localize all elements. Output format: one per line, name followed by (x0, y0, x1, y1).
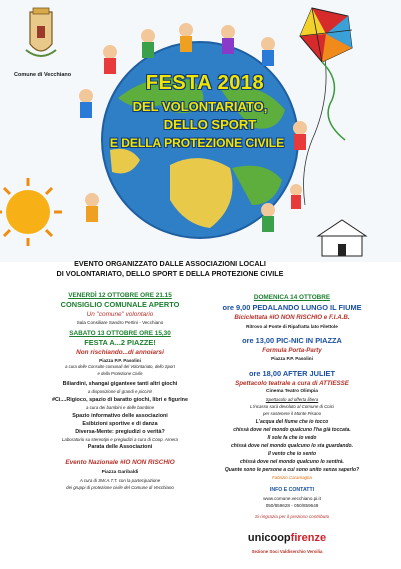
sponsor-section-text: Sezione Soci Valdiserchio Versilia (251, 549, 323, 554)
saturday-organizer-2: e della Protezione Civile (97, 371, 143, 376)
saturday-subtitle: Non rischiando...di annoiarsi (76, 349, 164, 356)
friday-venue: Sala Consiliare Sandro Pertini - Vecchiano (76, 320, 164, 325)
unicoop-brand-a: unicoop (247, 532, 291, 544)
title-line-2: DELLO SPORT (163, 117, 257, 132)
unicoop-brand-b: firenze (290, 532, 327, 544)
picnic-venue: Piazza P.P. Pasolini (271, 356, 313, 361)
poster-title: FESTA 2018 (145, 72, 265, 94)
games-note: a disposizione di grandi e piccini! (87, 389, 153, 394)
left-column (20, 291, 220, 491)
saturday-venue: Piazza P.P. Pasolini (99, 358, 141, 363)
poem-line-7: Quante sono le persone a cui sono unito senza saperlo? (224, 467, 360, 473)
national-venue: Piazza Garibaldi (101, 470, 139, 475)
diversity-note: Laboratorio su stereotipi e pregiudizi a cura di Coop. Arnera (61, 437, 178, 442)
title-line-3: E DELLA PROTEZIONE CIVILE (109, 136, 285, 150)
pedal-title: ore 9,00 PEDALANDO LUNGO IL FIUME (222, 303, 362, 312)
parade-title: Parata delle Associazioni (87, 444, 153, 450)
diversity-title: Diversa-Mente: pregiudizi o verità? (75, 429, 165, 435)
national-note-1: A cura di SW.A.T.T. con la partecipazione (79, 478, 161, 483)
swap-title: #Ci....Rigioco, spazio di baratto giochi, libri e figurine (52, 397, 188, 403)
national-event: Evento Nazionale #IO NON RISCHIO (65, 459, 175, 466)
contacts-title: INFO E CONTATTI (269, 487, 315, 493)
poem-line-6: chissà dove nel mondo qualcuno lo sentirà. (240, 459, 344, 465)
unicoop-logo (232, 532, 342, 544)
pedal-meet: Ritrovo al Ponte di Ripafratta lato Filettole (246, 324, 338, 329)
title-line-1: DEL VOLONTARIATO, (132, 99, 268, 114)
dance-title: Esibizioni sportive e di danza (82, 421, 158, 427)
swap-note: a cura dei bambini e delle bambine (85, 405, 155, 410)
juliet-title: ore 18,00 AFTER JULIET (249, 369, 335, 378)
pedal-subtitle: Biciclettata #IO NON RISCHIO e F.I.A.B. (234, 314, 350, 321)
juliet-subtitle: Spettacolo teatrale a cura di ATTIESSE (235, 380, 349, 387)
picnic-subtitle: Formula Porta-Party (262, 347, 322, 354)
friday-title: CONSIGLIO COMUNALE APERTO (60, 300, 180, 309)
picnic-title: ore 13,00 PIC-NIC IN PIAZZA (242, 336, 342, 345)
contacts-phone: 050/859628 - 050/859649 (265, 503, 319, 508)
sponsor-section (232, 548, 342, 555)
cinema-venue: Cinema Teatro Olimpia (266, 389, 318, 394)
sunday-date: DOMENICA 14 OTTOBRE (253, 294, 331, 301)
intro-line-2: DI VOLONTARIATO, DELLO SPORT E DELLA PROTEZIONE CIVILE (56, 269, 284, 278)
intro-text (40, 259, 300, 279)
national-note-2: dei gruppi di protezione civile del Comune di Vecchiano (66, 485, 174, 490)
poem-line-3: Il sole fa che io vedo (267, 435, 317, 441)
saturday-date: SABATO 13 OTTOBRE ORE 15,30 (69, 330, 171, 337)
collect-note-1: L'incasso sarà devoluto al Comune di Coici (250, 404, 334, 409)
friday-subtitle: Un "comune" volontario (86, 311, 154, 318)
poem-line-4: chissà dove nel mondo qualcuno lo sta guardando. (231, 443, 353, 449)
saturday-title: FESTA A...2 PIAZZE! (84, 338, 156, 347)
poem-line-1: L'acqua del fiume che io tocco (255, 419, 329, 425)
sponsor-note: Si ringrazia per il prezioso contributo (254, 514, 330, 519)
friday-date: VENERDÌ 12 OTTOBRE ORE 21.15 (68, 292, 172, 299)
info-space: Spazio informativo delle associazioni (72, 413, 168, 419)
poem-author: Fabrizio Caramagna (272, 475, 312, 480)
poem-line-2: chissà dove nel mondo qualcuno l'ha già toccata. (233, 427, 351, 433)
right-column (192, 293, 392, 521)
intro-line-1: EVENTO ORGANIZZATO DALLE ASSOCIAZIONI LOCALI (74, 259, 266, 268)
comune-label: Comune di Vecchiano (14, 72, 72, 78)
saturday-organizer-1: a cura delle Consulte comunali del Volontariato, dello Sport (65, 364, 175, 369)
contacts-site[interactable]: www.comune.vecchiano.pi.it (263, 496, 321, 501)
collect-note-2: per sostenere il Monte Pisano (262, 411, 322, 416)
poem-line-5: Il vento che io sento (267, 451, 317, 457)
offer-note: Spettacolo ad offerta libera (265, 397, 319, 402)
games-title: Biliardini, shangai giganteee tanti altri giochi (62, 381, 178, 387)
